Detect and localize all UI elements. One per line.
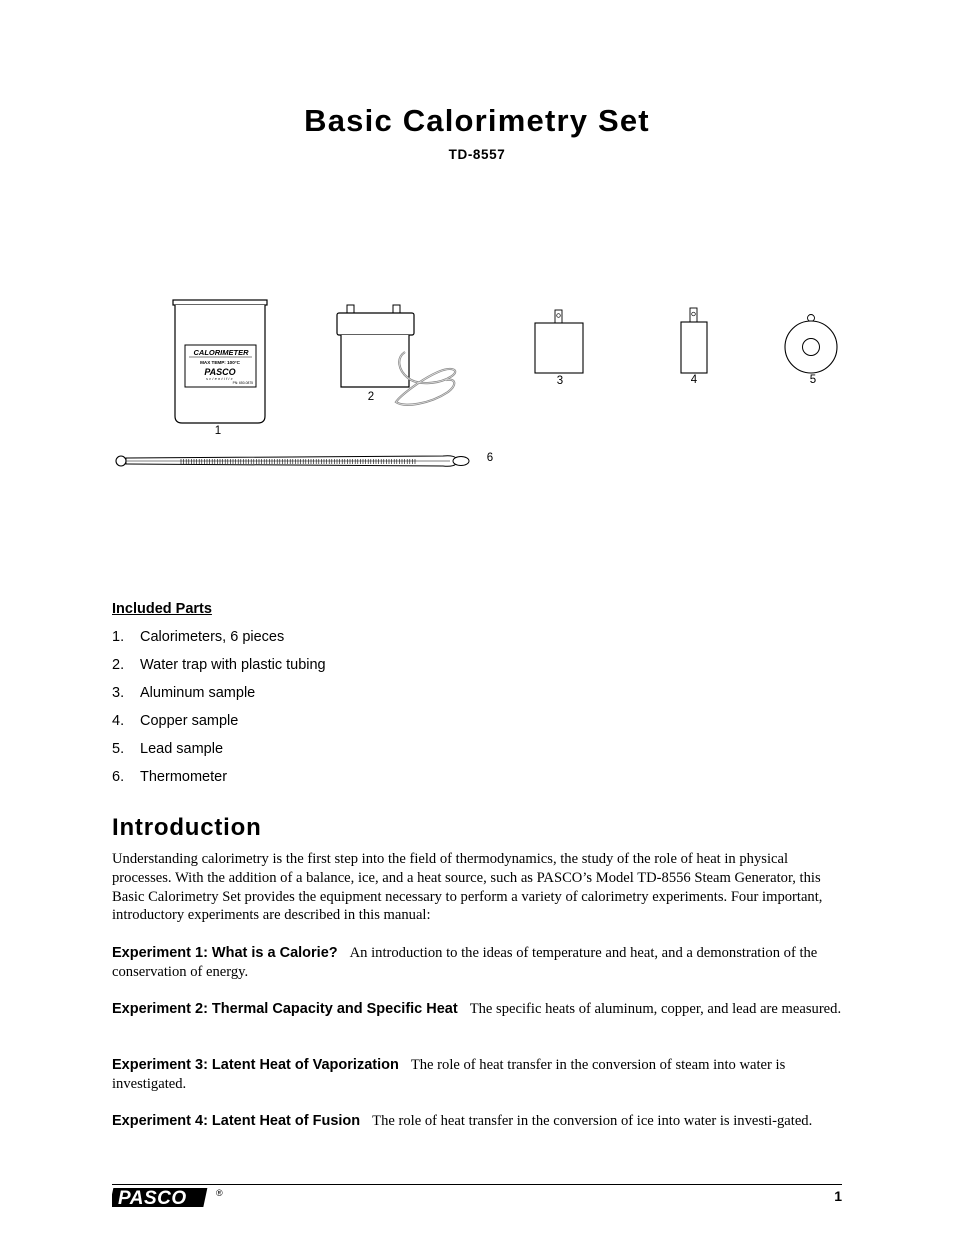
list-item-text: Thermometer (140, 769, 228, 785)
calorimeter-label-temp: MAX TEMP: 100°C (200, 360, 240, 365)
page-number: 1 (834, 1188, 842, 1204)
parts-figure (0, 290, 954, 490)
pasco-logo (112, 1185, 232, 1211)
experiment-2 (112, 1000, 842, 1019)
calorimeter-drawing (173, 300, 267, 423)
calorimeter-label-name: CALORIMETER (193, 348, 249, 357)
list-item-number: 5. (112, 741, 125, 757)
calorimeter-label-brand-sub: scientific (206, 377, 234, 381)
figure-label-4: 4 (690, 374, 698, 386)
thermometer-drawing (116, 456, 469, 467)
experiment-title: Experiment 3: Latent Heat of Vaporization (112, 1057, 399, 1073)
pasco-logo-text: PASCO (118, 1188, 187, 1209)
list-item-number: 2. (112, 657, 125, 673)
figure-label-5: 5 (809, 374, 817, 386)
included-parts-list (112, 628, 326, 796)
list-item-number: 3. (112, 685, 125, 701)
list-item-text: Lead sample (140, 741, 224, 757)
experiment-description: The specific heats of aluminum, copper, and lead are measured. (469, 1001, 842, 1017)
experiment-4 (112, 1112, 842, 1131)
introduction-paragraph: Understanding calorimetry is the first step into the field of thermodynamics, the study of the role of heat in physical processes. With the addition of a balance, ice, and a heat source, such as PASCO’s Model TD-8556 Steam Generator, this Basic Calorimetry Set provides the equipment necessary to perform a variety of calorimetry experiments. Four important, introductory experiments are described in this manual: (112, 851, 823, 924)
experiment-description: The role of heat transfer in the conversion of ice into water is investi-gated. (372, 1113, 813, 1129)
list-item-text: Copper sample (140, 713, 239, 729)
experiment-description: The role of heat transfer in the conversion of steam into water is investigated. (112, 1057, 786, 1092)
list-item-text: Aluminum sample (140, 685, 256, 701)
calorimeter-label-part-no: PN: 650-0875 (232, 381, 253, 385)
lead-sample-drawing (785, 315, 837, 374)
figure-label-3: 3 (556, 375, 564, 387)
registered-mark: ® (216, 1188, 223, 1198)
included-parts-heading: Included Parts (112, 601, 212, 617)
calorimeter-label-brand: PASCO (204, 367, 236, 377)
experiment-description: An introduction to the ideas of temperature and heat, and a demonstration of the conservation of energy. (112, 945, 818, 980)
figure-label-1: 1 (214, 425, 222, 437)
list-item (112, 712, 326, 740)
water-trap-drawing (337, 305, 455, 405)
aluminum-sample-drawing (535, 310, 583, 373)
list-item (112, 656, 326, 684)
list-item (112, 768, 326, 796)
experiment-3 (112, 1056, 842, 1094)
document-title: Basic Calorimetry Set (304, 103, 650, 138)
list-item (112, 684, 326, 712)
experiment-title: Experiment 4: Latent Heat of Fusion (112, 1113, 361, 1129)
list-item-text: Calorimeters, 6 pieces (140, 629, 285, 645)
experiment-title: Experiment 1: What is a Calorie? (112, 945, 338, 961)
list-item (112, 628, 326, 656)
experiment-1 (112, 944, 842, 982)
list-item-number: 1. (112, 629, 125, 645)
figure-label-2: 2 (367, 391, 375, 403)
introduction-heading: Introduction (112, 814, 262, 841)
list-item-number: 4. (112, 713, 125, 729)
figure-label-6: 6 (486, 452, 494, 464)
experiment-title: Experiment 2: Thermal Capacity and Specific Heat (112, 1001, 458, 1017)
model-number: TD-8557 (448, 147, 506, 162)
list-item-number: 6. (112, 769, 125, 785)
list-item-text: Water trap with plastic tubing (140, 657, 326, 673)
list-item (112, 740, 326, 768)
copper-sample-drawing (681, 308, 707, 373)
